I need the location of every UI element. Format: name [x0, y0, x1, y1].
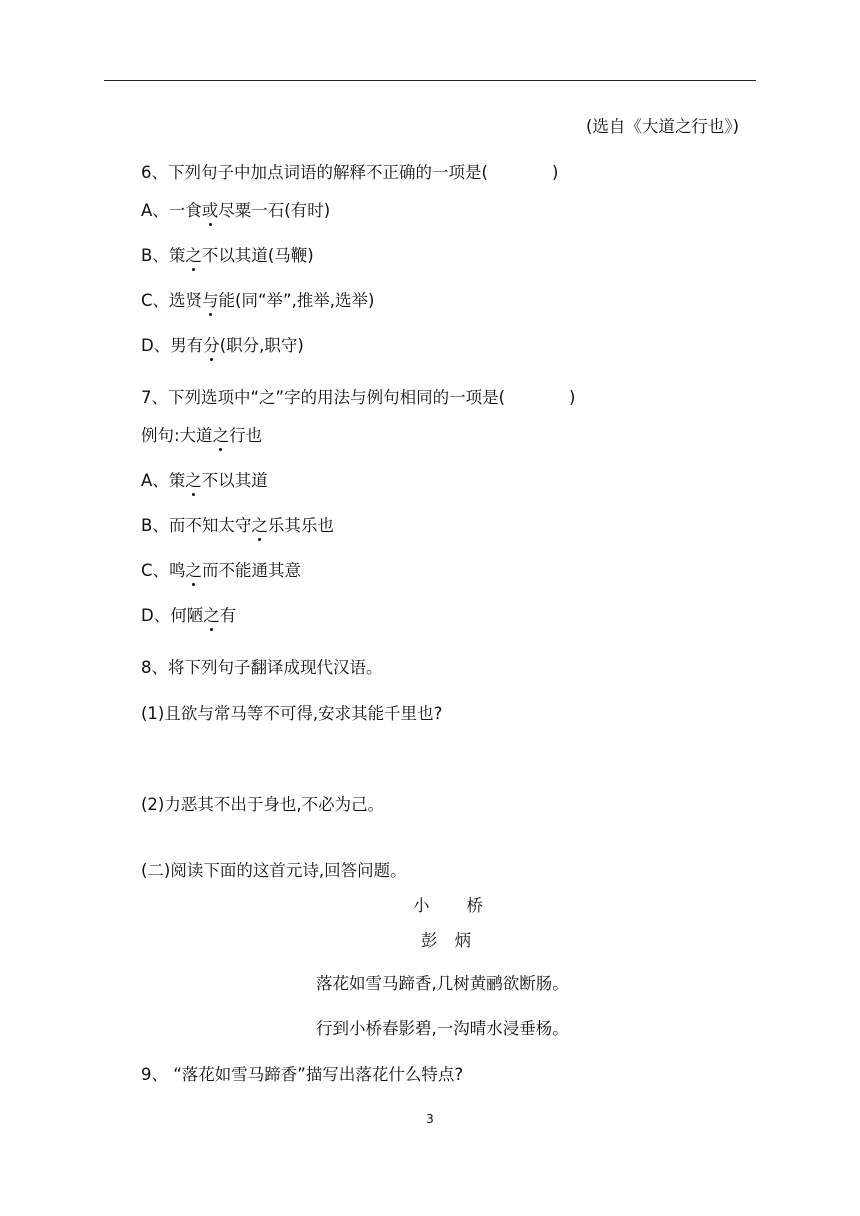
q7-example-dotted: 之 — [212, 426, 230, 445]
q9-stem: 9、 “落花如雪马蹄香”描写出落花什么特点? — [141, 1065, 464, 1084]
q6-option-b-post: 不以其道(马鞭) — [201, 246, 314, 265]
q6-option-a-post: 尽粟一石(有时) — [218, 201, 331, 220]
q6-stem-text: 6、下列句子中加点词语的解释不正确的一项是( — [141, 163, 488, 182]
q6-option-c-post: 能(同“举”,推举,选举) — [218, 291, 375, 310]
poem-title-char-2: 桥 — [466, 896, 483, 915]
q6-option-c — [141, 290, 375, 312]
q6-option-b — [141, 245, 314, 267]
q6-close-paren: ) — [551, 163, 559, 182]
q6-option-d-post: (职分,职守) — [219, 336, 304, 355]
q7-option-a-dotted: 之 — [185, 471, 202, 490]
q6-stem — [141, 162, 558, 184]
q7-option-a-pre: A、策 — [141, 471, 186, 490]
q7-option-c-pre: C、鸣 — [141, 561, 186, 580]
q6-option-d-dotted: 分 — [203, 336, 220, 355]
poem-line-2: 行到小桥春影碧,一沟晴水浸垂杨。 — [316, 1019, 569, 1038]
q7-option-a — [141, 470, 268, 492]
q7-option-b — [141, 515, 334, 537]
q6-option-a-pre: A、一食 — [141, 201, 202, 220]
q7-option-c-post: 而不能通其意 — [202, 561, 302, 580]
q6-option-c-dotted: 与 — [202, 291, 219, 310]
q7-stem — [141, 387, 575, 409]
section-2-heading: (二)阅读下面的这首元诗,回答问题。 — [141, 861, 407, 880]
q7-option-d-pre: D、何陋 — [141, 606, 204, 625]
poem-author-char-2: 炳 — [454, 931, 471, 950]
q7-option-d-post: 有 — [219, 606, 237, 625]
q7-option-c-dotted: 之 — [185, 561, 203, 580]
q7-example-pre: 例句:大道 — [141, 426, 213, 445]
q6-option-a-dotted: 或 — [201, 201, 219, 220]
q7-example — [141, 425, 262, 447]
q8-stem: 8、将下列句子翻译成现代汉语。 — [141, 658, 383, 677]
q7-stem-text: 7、下列选项中“之”字的用法与例句相同的一项是( — [141, 388, 506, 407]
poem-author — [421, 930, 471, 952]
q8-item-1: (1)且欲与常马等不可得,安求其能千里也? — [141, 704, 443, 723]
source-citation: (选自《大道之行也》) — [586, 117, 740, 136]
q7-option-b-pre: B、而不知太守 — [141, 516, 252, 535]
q7-close-paren: ) — [569, 388, 576, 407]
q7-option-a-post: 不以其道 — [201, 471, 268, 490]
poem-title-char-1: 小 — [413, 896, 430, 915]
q8-item-2: (2)力恶其不出于身也,不必为己。 — [141, 795, 385, 814]
q6-option-c-pre: C、选贤 — [141, 291, 203, 310]
q7-example-post: 行也 — [229, 426, 263, 445]
page-number: 3 — [426, 1112, 434, 1126]
q7-option-b-dotted: 之 — [251, 516, 268, 535]
q6-option-a — [141, 200, 330, 222]
q7-option-d-dotted: 之 — [203, 606, 220, 625]
q6-option-d — [141, 335, 304, 357]
q7-option-c — [141, 560, 301, 582]
poem-line-1: 落花如雪马蹄香,几树黄鹂欲断肠。 — [316, 974, 569, 993]
q7-option-d — [141, 605, 236, 627]
q7-option-b-post: 乐其乐也 — [267, 516, 334, 535]
q6-option-b-dotted: 之 — [185, 246, 202, 265]
header-rule — [104, 80, 756, 81]
q6-option-b-pre: B、策 — [141, 246, 186, 265]
poem-author-char-1: 彭 — [421, 931, 438, 950]
q6-option-d-pre: D、男有 — [141, 336, 204, 355]
poem-title — [413, 895, 483, 917]
